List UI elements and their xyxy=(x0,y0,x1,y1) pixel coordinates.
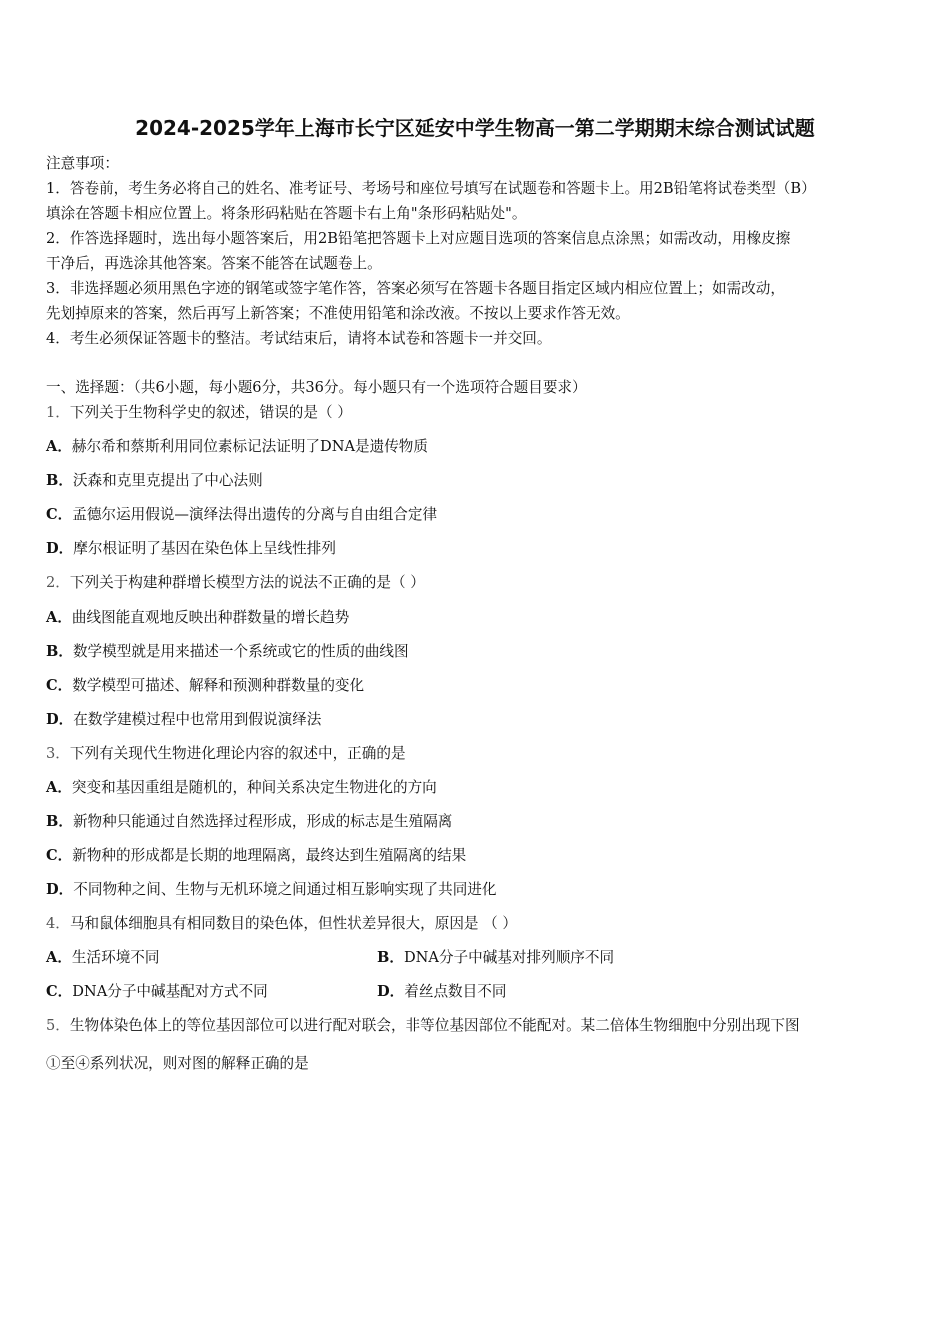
option xyxy=(46,503,437,524)
option xyxy=(46,980,268,1001)
option xyxy=(46,674,364,695)
option-label: C． xyxy=(46,677,73,694)
option-text: 曲线图能直观地反映出种群数量的增长趋势 xyxy=(71,609,350,626)
option-text: 不同物种之间、生物与无机环境之间通过相互影响实现了共同进化 xyxy=(73,881,497,898)
option xyxy=(46,606,349,627)
option-text: 数学模型就是用来描述一个系统或它的性质的曲线图 xyxy=(72,643,409,660)
option xyxy=(46,844,466,865)
question-stem xyxy=(46,571,425,592)
notice-line: 4．考生必须保证答题卡的整洁。考试结束后，请将本试卷和答题卡一并交回。 xyxy=(46,330,552,347)
option-label: B． xyxy=(46,643,73,660)
option-text: 新物种的形成都是长期的地理隔离，最终达到生殖隔离的结果 xyxy=(72,847,467,864)
option-text: DNA分子中碱基对排列顺序不同 xyxy=(403,949,615,966)
question-number: 1． xyxy=(46,404,70,421)
question-stem xyxy=(46,912,517,933)
notice-line: 3．非选择题必须用黑色字迹的钢笔或签字笔作答，答案必须写在答题卡各题目指定区域内相应位置上；如需改动， xyxy=(46,280,785,297)
question-text: 下列关于构建种群增长模型方法的说法不正确的是（ ） xyxy=(69,574,425,591)
option xyxy=(46,537,336,558)
section-heading: 一、选择题：（共6小题，每小题6分，共36分。每小题只有一个选项符合题目要求） xyxy=(46,379,587,396)
option-text: 生活环境不同 xyxy=(71,949,160,966)
option-label: A． xyxy=(46,949,72,966)
option-label: A． xyxy=(46,609,72,626)
question-stem xyxy=(46,1014,800,1035)
option xyxy=(46,435,428,456)
option-text: 新物种只能通过自然选择过程形成，形成的标志是生殖隔离 xyxy=(72,813,453,830)
question-number: 4． xyxy=(46,915,70,932)
option xyxy=(46,708,321,729)
question-text: 下列关于生物科学史的叙述，错误的是（ ） xyxy=(69,404,352,421)
notice-line: 1．答卷前，考生务必将自己的姓名、准考证号、考场号和座位号填写在试题卷和答题卡上。用2B铅笔将试卷类型（B） xyxy=(46,180,816,197)
option-label: B． xyxy=(46,472,73,489)
question-text: 马和鼠体细胞具有相同数目的染色体，但性状差异很大，原因是 （ ） xyxy=(69,915,517,932)
option xyxy=(377,946,614,967)
question-number: 5． xyxy=(46,1017,70,1034)
option-text: 赫尔希和蔡斯利用同位素标记法证明了DNA是遗传物质 xyxy=(71,438,428,455)
option-text: 突变和基因重组是随机的，种间关系决定生物进化的方向 xyxy=(71,779,437,796)
option xyxy=(46,810,452,831)
question-text: 下列有关现代生物进化理论内容的叙述中，正确的是 xyxy=(69,745,406,762)
option-label: B． xyxy=(377,949,404,966)
page-title: 2024-2025学年上海市长宁区延安中学生物高一第二学期期末综合测试试题 xyxy=(135,116,815,140)
option xyxy=(377,980,506,1001)
option-label: D． xyxy=(46,540,74,557)
question-number: 2． xyxy=(46,574,70,591)
option xyxy=(46,640,409,661)
option xyxy=(46,469,263,490)
option-label: C． xyxy=(46,847,73,864)
option xyxy=(46,946,160,967)
option-label: D． xyxy=(377,983,405,1000)
option xyxy=(46,776,437,797)
question-number: 3． xyxy=(46,745,70,762)
option-label: D． xyxy=(46,881,74,898)
option-label: D． xyxy=(46,711,74,728)
option-label: C． xyxy=(46,506,73,523)
option-label: C． xyxy=(46,983,73,1000)
option-label: A． xyxy=(46,779,72,796)
question-stem xyxy=(46,742,406,763)
option-label: A． xyxy=(46,438,72,455)
notice-line: 填涂在答题卡相应位置上。将条形码粘贴在答题卡右上角"条形码粘贴处"。 xyxy=(46,205,527,222)
notice-line: 先划掉原来的答案，然后再写上新答案；不准使用铅笔和涂改液。不按以上要求作答无效。 xyxy=(46,305,630,322)
question-text: 生物体染色体上的等位基因部位可以进行配对联会，非等位基因部位不能配对。某二倍体生物细胞中分别出现下图 xyxy=(69,1017,800,1034)
option-text: 在数学建模过程中也常用到假说演绎法 xyxy=(73,711,322,728)
option-text: DNA分子中碱基配对方式不同 xyxy=(72,983,268,1000)
option-label: B． xyxy=(46,813,73,830)
notice-line: 2．作答选择题时，选出每小题答案后，用2B铅笔把答题卡上对应题目选项的答案信息点涂黑；如需改动，用橡皮擦 xyxy=(46,230,791,247)
option-text: 着丝点数目不同 xyxy=(404,983,507,1000)
option-text: 摩尔根证明了基因在染色体上呈线性排列 xyxy=(73,540,336,557)
option-text: 数学模型可描述、解释和预测种群数量的变化 xyxy=(72,677,365,694)
notice-line: 干净后，再选涂其他答案。答案不能答在试题卷上。 xyxy=(46,255,382,272)
option-text: 沃森和克里克提出了中心法则 xyxy=(72,472,263,489)
option-text: 孟德尔运用假说—演绎法得出遗传的分离与自由组合定律 xyxy=(72,506,438,523)
question-text-continued: ①至④系列状况，则对图的解释正确的是 xyxy=(46,1055,309,1072)
notice-heading: 注意事项： xyxy=(46,155,119,172)
option xyxy=(46,878,496,899)
question-stem xyxy=(46,401,352,422)
